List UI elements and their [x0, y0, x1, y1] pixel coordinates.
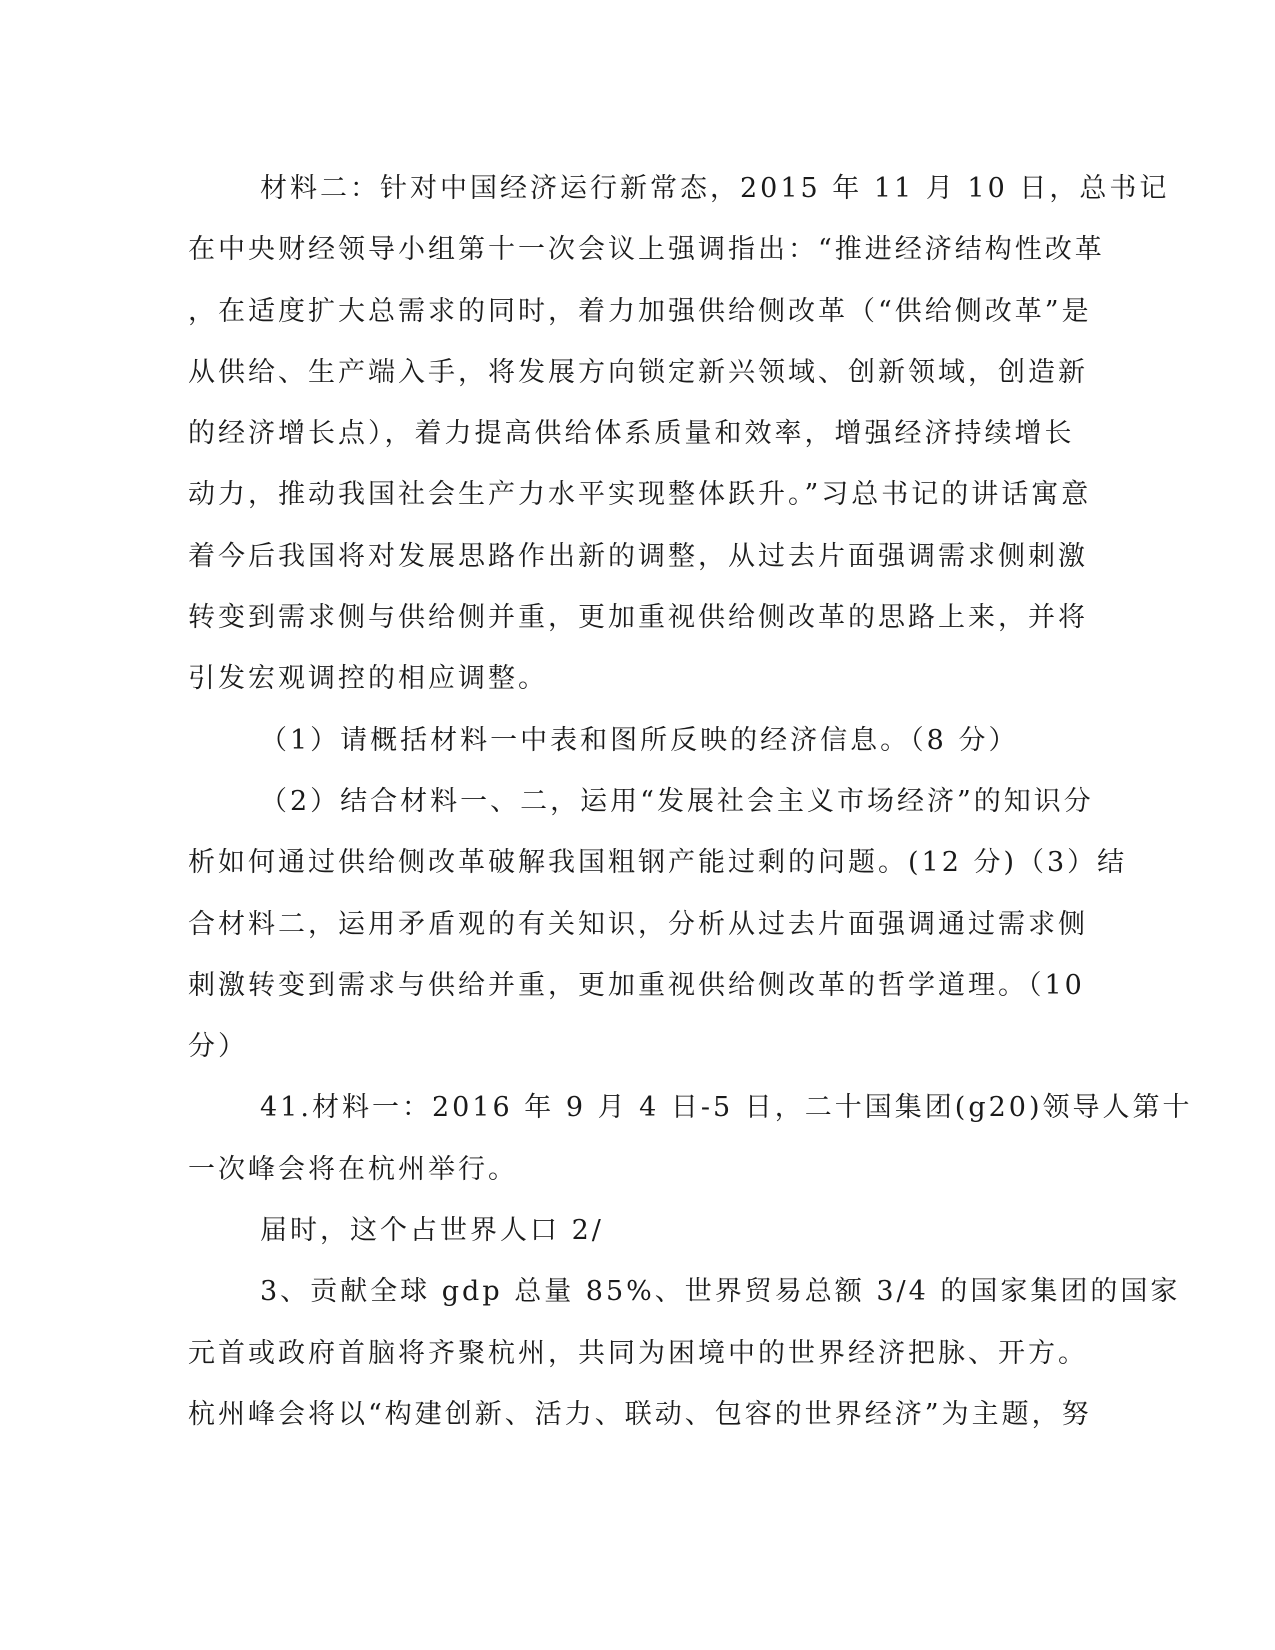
- question-1: （1）请概括材料一中表和图所反映的经济信息。（8 分）: [260, 724, 1019, 756]
- text-line: 杭州峰会将以“构建创新、活力、联动、包容的世界经济”为主题，努: [188, 1398, 1092, 1430]
- text-line: 着今后我国将对发展思路作出新的调整，从过去片面强调需求侧刺激: [188, 540, 1088, 572]
- text-line: 引发宏观调控的相应调整。: [188, 663, 548, 695]
- question-2: （2）结合材料一、二，运用“发展社会主义市场经济”的知识分: [260, 785, 1094, 817]
- text-line: 一次峰会将在杭州举行。: [188, 1153, 518, 1185]
- text-line: 材料二：针对中国经济运行新常态，2015 年 11 月 10 日，总书记: [260, 173, 1170, 204]
- question-41: 41.材料一：2016 年 9 月 4 日-5 日，二十国集团(g20)领导人第十: [260, 1092, 1193, 1124]
- text-line: 从供给、生产端入手，将发展方向锁定新兴领域、创新领域，创造新: [188, 356, 1088, 388]
- text-line: 届时，这个占世界人口 2/: [260, 1215, 604, 1247]
- text-line: 在中央财经领导小组第十一次会议上强调指出：“推进经济结构性改革: [188, 234, 1105, 266]
- document-body: [188, 158, 1193, 1445]
- text-line: 动力，推动我国社会生产力水平实现整体跃升。”习总书记的讲话寓意: [188, 479, 1092, 511]
- text-line: 的经济增长点），着力提高供给体系质量和效率，增强经济持续增长: [188, 418, 1075, 450]
- text-line: 分）: [188, 1031, 248, 1063]
- text-line: 刺激转变到需求与供给并重，更加重视供给侧改革的哲学道理。（10: [188, 969, 1085, 1001]
- text-line: ，在适度扩大总需求的同时，着力加强供给侧改革（“供给侧改革”是: [188, 295, 1092, 327]
- text-line: 合材料二，运用矛盾观的有关知识，分析从过去片面强调通过需求侧: [188, 908, 1088, 940]
- text-line: 元首或政府首脑将齐聚杭州，共同为困境中的世界经济把脉、开方。: [188, 1337, 1088, 1369]
- text-line: 3、贡献全球 gdp 总量 85%、世界贸易总额 3/4 的国家集团的国家: [260, 1276, 1181, 1308]
- text-line: 转变到需求侧与供给侧并重，更加重视供给侧改革的思路上来，并将: [188, 602, 1088, 634]
- text-line: 析如何通过供给侧改革破解我国粗钢产能过剩的问题。(12 分)（3）结: [188, 847, 1128, 879]
